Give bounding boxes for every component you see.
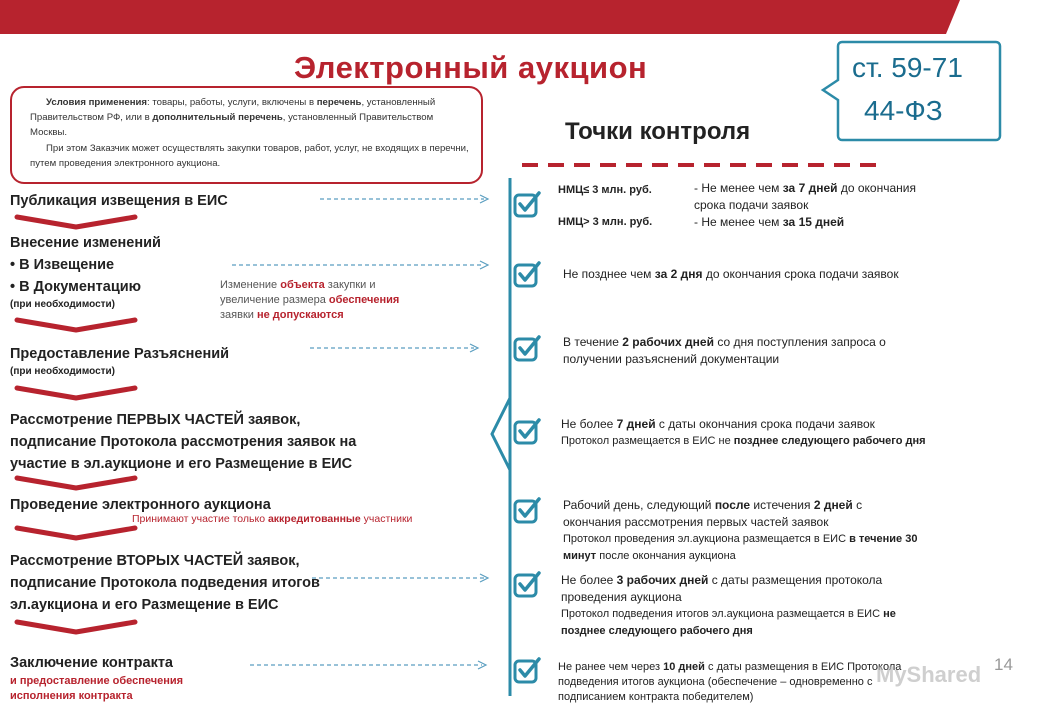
note-text: Принимают участие только <box>132 513 268 525</box>
cp-text: после окончания аукциона <box>596 550 736 562</box>
cp-text: Не позднее чем <box>563 267 655 281</box>
cp-text: Не более <box>561 573 617 587</box>
cp-text: с <box>852 498 863 512</box>
check-icon <box>512 190 542 220</box>
check-icon <box>512 656 542 686</box>
law-reference-law: 44-ФЗ <box>864 95 943 126</box>
dashed-arrow-icon <box>320 194 492 204</box>
cp-text: Протокол проведения эл.аукциона размещается в ЕИС <box>563 533 850 545</box>
cp-text: за 15 дней <box>782 215 845 229</box>
note-text: Изменение <box>220 279 281 291</box>
stage-note: (при необходимости) <box>10 299 116 310</box>
cp-text: истечения <box>750 498 814 512</box>
cp-text: за 7 дней <box>782 181 838 195</box>
stage-second-parts <box>10 550 320 616</box>
cp-text: 7 дней <box>616 417 656 431</box>
cp-text: Не ранее чем через <box>558 661 664 673</box>
top-banner <box>0 0 1040 34</box>
cp-text: 2 дней <box>813 498 853 512</box>
stage-label: участие в эл.аукционе и его Размещение в ЕИС <box>10 456 353 472</box>
conditions-text: перечень <box>316 97 362 108</box>
chevron-down-icon <box>14 618 138 636</box>
note-text: обеспечения <box>328 294 400 306</box>
cp-text: позднее следующего рабочего дня <box>561 625 753 637</box>
cp-nmc-low-label: НМЦ≤ 3 млн. руб. <box>558 184 652 196</box>
cp-text: минут <box>563 550 597 562</box>
cp-text: до окончания срока подачи заявок <box>702 267 899 281</box>
check-icon <box>512 570 542 600</box>
cp-nmc-high-text <box>694 214 844 231</box>
cp-text: 2 рабочих дней <box>622 335 714 349</box>
chevron-down-icon <box>14 474 138 492</box>
stage-changes <box>10 232 161 311</box>
stage-contract <box>10 652 183 704</box>
stage-note: и предоставление обеспечения <box>10 675 184 687</box>
conditions-label: Условия применения <box>46 97 147 108</box>
note-text: увеличение размера <box>220 294 329 306</box>
cp-text: подведения итогов аукциона (обеспечение – одновременно с <box>558 676 873 688</box>
stage-label: Рассмотрение ВТОРЫХ ЧАСТЕЙ заявок, <box>10 553 300 569</box>
cp-text: Протокол размещается в ЕИС не <box>561 435 734 447</box>
cp-text: не <box>883 608 896 620</box>
chevron-down-icon <box>14 524 138 542</box>
stage-label: Заключение контракта <box>10 655 173 671</box>
law-reference-articles: ст. 59-71 <box>852 52 963 83</box>
cp-text: срока подачи заявок <box>694 198 809 212</box>
cp-second-parts <box>561 572 896 640</box>
check-icon <box>512 417 542 447</box>
conditions-paragraph-1 <box>30 95 471 141</box>
cp-text: с даты окончания срока подачи заявок <box>655 417 875 431</box>
cp-text: с даты размещения в ЕИС Протокола <box>704 661 902 673</box>
cp-text: получении разъяснений документации <box>563 352 780 366</box>
conditions-box <box>10 86 483 184</box>
stage-note: исполнения контракта <box>10 690 133 702</box>
conditions-text: : товары, работы, услуги, включены в <box>147 97 317 108</box>
stage-label: Проведение электронного аукциона <box>10 497 271 513</box>
stage-label: подписание Протокола рассмотрения заявок на <box>10 434 357 450</box>
cp-auction <box>563 497 917 565</box>
cp-text: Не более <box>561 417 617 431</box>
dashed-arrow-icon <box>310 343 482 353</box>
cp-text: Протокол подведения итогов эл.аукциона размещается в ЕИС <box>561 608 884 620</box>
note-text: аккредитованные <box>267 513 361 525</box>
cp-clarifications <box>563 334 886 368</box>
note-auction <box>132 512 412 527</box>
chevron-down-icon <box>14 384 138 402</box>
stage-label: Публикация извещения в ЕИС <box>10 193 228 209</box>
stage-clarifications <box>10 343 229 378</box>
watermark: MyShared <box>876 662 982 687</box>
dashed-arrow-icon <box>250 660 490 670</box>
control-points-title: Точки контроля <box>565 118 751 145</box>
cp-text: после <box>714 498 751 512</box>
cp-text: Рабочий день, следующий <box>563 498 715 512</box>
cp-changes <box>563 266 899 283</box>
cp-text: за 2 дня <box>654 267 703 281</box>
stage-label: Рассмотрение ПЕРВЫХ ЧАСТЕЙ заявок, <box>10 412 301 428</box>
note-text: объекта <box>280 279 325 291</box>
control-points-underline <box>522 162 878 168</box>
cp-text: позднее следующего рабочего дня <box>733 435 926 447</box>
stage-label: подписание Протокола подведения итогов <box>10 575 320 591</box>
cp-text: окончания рассмотрения первых частей заявок <box>563 515 829 529</box>
cp-text: - Не менее чем <box>694 215 783 229</box>
cp-text: до окончания <box>837 181 916 195</box>
note-text: заявки <box>220 309 257 321</box>
dashed-arrow-icon <box>232 260 492 270</box>
page-number: 14 <box>994 655 1013 674</box>
check-icon <box>512 260 542 290</box>
conditions-text: При этом Заказчик может осуществлять закупки товаров, работ, услуг, не входящих в перечни, путем проведения электронного аукциона. <box>30 142 469 169</box>
note-text: участники <box>360 513 413 525</box>
cp-text: подписанием контракта победителем) <box>558 691 754 703</box>
note-text: не допускаются <box>256 309 344 321</box>
conditions-paragraph-2 <box>30 141 471 171</box>
conditions-text: , установленный Правительством Москвы. <box>30 112 434 139</box>
cp-nmc-high-label: НМЦ> 3 млн. руб. <box>558 216 653 228</box>
stage-bullet: • В Извещение <box>10 257 115 273</box>
cp-nmc-low-text <box>694 180 916 214</box>
stage-bullet: • В Документацию <box>10 279 142 295</box>
dashed-arrow-icon <box>312 573 492 583</box>
chevron-down-icon <box>14 213 138 231</box>
chevron-down-icon <box>14 316 138 334</box>
cp-contract <box>558 660 901 705</box>
cp-text: в течение 30 <box>849 533 918 545</box>
stage-note: (при необходимости) <box>10 366 116 377</box>
stage-label: Предоставление Разъяснений <box>10 346 230 362</box>
cp-text: - Не менее чем <box>694 181 783 195</box>
law-reference-callout <box>820 40 1002 144</box>
stage-first-parts <box>10 409 356 475</box>
cp-first-parts <box>561 416 926 450</box>
stage-label: эл.аукциона и его Размещение в ЕИС <box>10 597 279 613</box>
note-text: закупки и <box>324 279 376 291</box>
cp-text: В течение <box>563 335 623 349</box>
conditions-text: , установленный Правительством РФ, или в <box>30 97 436 124</box>
conditions-text: дополнительный перечень <box>152 112 283 124</box>
page-title: Электронный аукцион <box>294 50 648 85</box>
cp-text: со дня поступления запроса о <box>713 335 886 349</box>
cp-text: 10 дней <box>663 661 705 673</box>
cp-text: 3 рабочих дней <box>616 573 709 587</box>
cp-text: проведения аукциона <box>561 590 682 604</box>
stage-publication <box>10 190 228 212</box>
cp-text: с даты размещения протокола <box>708 573 883 587</box>
check-icon <box>512 334 542 364</box>
check-icon <box>512 496 542 526</box>
note-changes <box>220 278 399 323</box>
stage-label: Внесение изменений <box>10 235 161 251</box>
